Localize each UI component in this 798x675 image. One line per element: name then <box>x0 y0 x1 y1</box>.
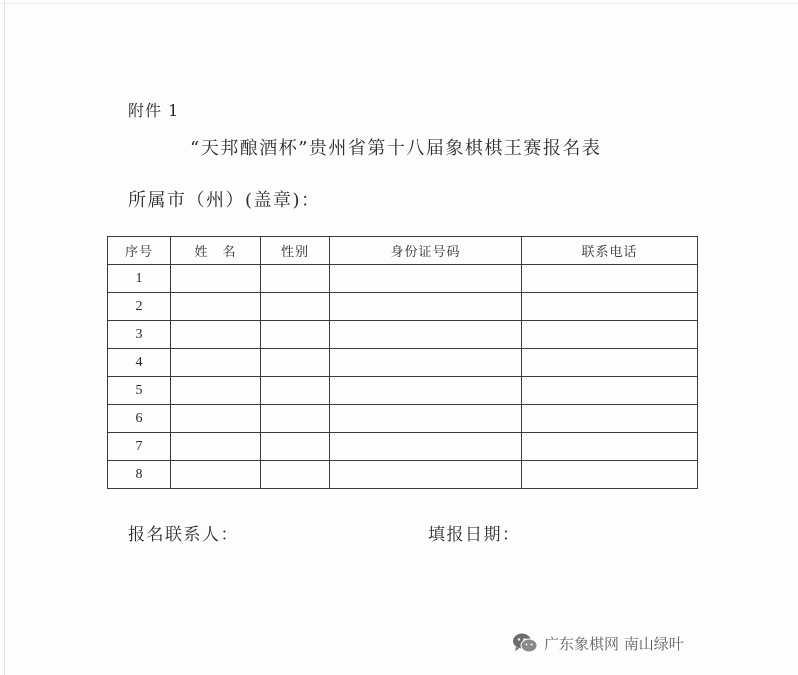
table-row <box>108 321 698 349</box>
gender-cell <box>261 433 330 461</box>
name-cell <box>171 433 261 461</box>
gender-cell <box>261 349 330 377</box>
gender-cell <box>261 377 330 405</box>
registration-table <box>107 236 698 489</box>
page-edge-top <box>0 3 798 4</box>
name-cell <box>171 461 261 489</box>
gender-cell <box>261 405 330 433</box>
table-row <box>108 377 698 405</box>
header-phone: 联系电话 <box>522 237 698 265</box>
table-row <box>108 293 698 321</box>
header-name: 姓 名 <box>171 237 261 265</box>
id-number-cell <box>330 349 522 377</box>
id-number-cell <box>330 321 522 349</box>
gender-cell <box>261 321 330 349</box>
name-cell <box>171 377 261 405</box>
phone-cell <box>522 349 698 377</box>
attachment-label: 附件 1 <box>128 101 180 120</box>
phone-cell <box>522 433 698 461</box>
serial-cell: 7 <box>108 433 171 461</box>
page-edge <box>4 0 5 675</box>
table-row <box>108 265 698 293</box>
gender-cell <box>261 461 330 489</box>
id-number-cell <box>330 433 522 461</box>
phone-cell <box>522 321 698 349</box>
document-title: “天邦酿酒杯”贵州省第十八届象棋棋王赛报名表 <box>190 138 602 159</box>
id-number-cell <box>330 405 522 433</box>
name-cell <box>171 349 261 377</box>
serial-cell: 4 <box>108 349 171 377</box>
serial-cell: 8 <box>108 461 171 489</box>
watermark <box>512 632 684 654</box>
table-row <box>108 433 698 461</box>
serial-cell: 3 <box>108 321 171 349</box>
phone-cell <box>522 265 698 293</box>
phone-cell <box>522 293 698 321</box>
name-cell <box>171 293 261 321</box>
table-header-row <box>108 237 698 265</box>
gender-cell <box>261 265 330 293</box>
affiliation-label: 所属市（州）(盖章)： <box>128 190 321 211</box>
gender-cell <box>261 293 330 321</box>
name-cell <box>171 321 261 349</box>
header-serial: 序号 <box>108 237 171 265</box>
id-number-cell <box>330 461 522 489</box>
table-row <box>108 349 698 377</box>
phone-cell <box>522 461 698 489</box>
header-id-number: 身份证号码 <box>330 237 522 265</box>
fill-date-label: 填报日期： <box>428 525 521 545</box>
serial-cell: 6 <box>108 405 171 433</box>
table-body <box>108 265 698 489</box>
table-row <box>108 405 698 433</box>
header-gender: 性别 <box>261 237 330 265</box>
table-row <box>108 461 698 489</box>
id-number-cell <box>330 293 522 321</box>
phone-cell <box>522 405 698 433</box>
serial-cell: 2 <box>108 293 171 321</box>
serial-cell: 1 <box>108 265 171 293</box>
wechat-icon <box>512 632 538 654</box>
phone-cell <box>522 377 698 405</box>
watermark-text: 广东象棋网 南山绿叶 <box>544 634 684 653</box>
contact-person-label: 报名联系人： <box>128 525 239 545</box>
id-number-cell <box>330 377 522 405</box>
serial-cell: 5 <box>108 377 171 405</box>
name-cell <box>171 405 261 433</box>
id-number-cell <box>330 265 522 293</box>
name-cell <box>171 265 261 293</box>
